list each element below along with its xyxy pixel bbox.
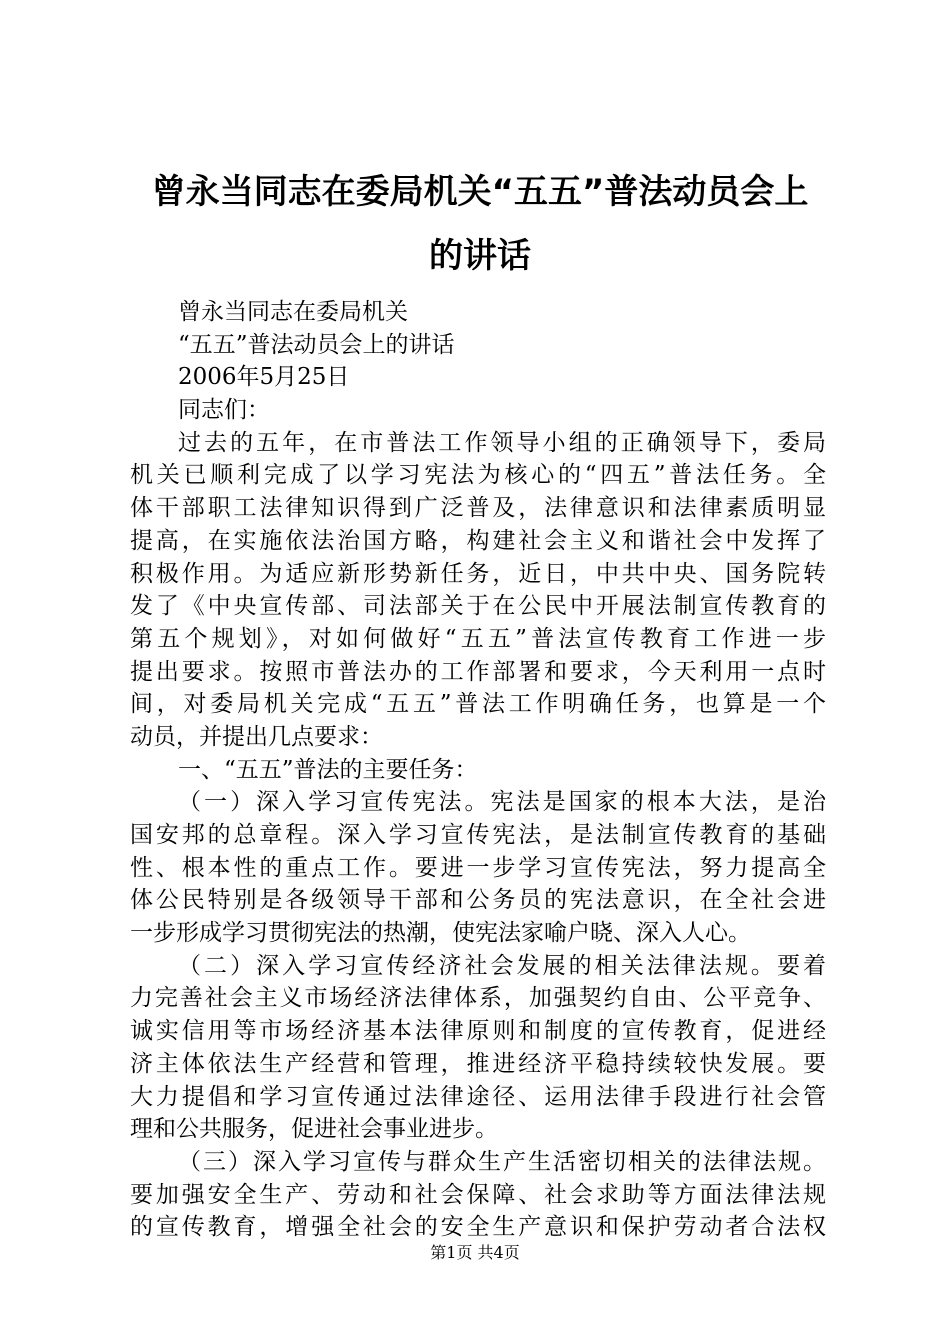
- paragraph-line: 机关已顺利完成了以学习宪法为核心的“四五”普法任务。全: [130, 462, 826, 489]
- document-title: [120, 160, 840, 288]
- paragraph-line: 大力提倡和学习宣传通过法律途径、运用法律手段进行社会管: [130, 1083, 826, 1110]
- paragraph-line: 体干部职工法律知识得到广泛普及，法律意识和法律素质明显: [130, 495, 826, 522]
- paragraph-line: 力完善社会主义市场经济法律体系，加强契约自由、公平竞争、: [130, 985, 826, 1012]
- page-footer: 第1页 共4页: [430, 1243, 520, 1262]
- paragraph-line: 性、根本性的重点工作。要进一步学习宣传宪法，努力提高全: [130, 854, 826, 881]
- paragraph-line: （一）深入学习宣传宪法。宪法是国家的根本大法，是治: [178, 789, 826, 816]
- paragraph-line: （二）深入学习宣传经济社会发展的相关法律法规。要着: [178, 952, 826, 979]
- paragraph-line: 积极作用。为适应新形势新任务，近日，中共中央、国务院转: [130, 560, 826, 587]
- date-line: 2006年5月25日: [178, 364, 350, 391]
- paragraph-line: （三）深入学习宣传与群众生产生活密切相关的法律法规。: [178, 1148, 826, 1175]
- paragraph-line: 第五个规划》，对如何做好“五五”普法宣传教育工作进一步: [130, 625, 826, 652]
- title-line-1: 曾永当同志在委局机关“五五”普法动员会上: [151, 172, 809, 212]
- paragraph-line: 体公民特别是各级领导干部和公务员的宪法意识，在全社会进: [130, 887, 826, 914]
- paragraph-line: 动员，并提出几点要求：: [130, 723, 383, 750]
- paragraph-line: 诚实信用等市场经济基本法律原则和制度的宣传教育，促进经: [130, 1018, 826, 1045]
- paragraph-line: 理和公共服务，促进社会事业进步。: [130, 1116, 498, 1143]
- paragraph-line: 的宣传教育，增强全社会的安全生产意识和保护劳动者合法权: [130, 1214, 826, 1241]
- subtitle-line: “五五”普法动员会上的讲话: [178, 331, 455, 358]
- paragraph-line: 要加强安全生产、劳动和社会保障、社会求助等方面法律法规: [130, 1181, 826, 1208]
- paragraph-line: 提出要求。按照市普法办的工作部署和要求，今天利用一点时: [130, 658, 826, 685]
- paragraph-line: 国安邦的总章程。深入学习宣传宪法，是法制宣传教育的基础: [130, 822, 826, 848]
- salutation-line: 同志们：: [178, 397, 270, 424]
- title-line-2: 的讲话: [429, 236, 531, 276]
- paragraph-line: 一步形成学习贯彻宪法的热潮，使宪法家喻户晓、深入人心。: [130, 920, 751, 947]
- document-body: [130, 296, 826, 1244]
- paragraph-line: 过去的五年，在市普法工作领导小组的正确领导下，委局: [178, 429, 826, 456]
- paragraph-line: 间，对委局机关完成“五五”普法工作明确任务，也算是一个: [130, 691, 826, 718]
- section-heading: 一、“五五”普法的主要任务：: [178, 756, 478, 783]
- paragraph-line: 济主体依法生产经营和管理，推进经济平稳持续较快发展。要: [130, 1050, 826, 1077]
- subtitle-line: 曾永当同志在委局机关: [178, 299, 408, 325]
- paragraph-line: 提高，在实施依法治国方略，构建社会主义和谐社会中发挥了: [130, 527, 826, 554]
- paragraph-line: 发了《中央宣传部、司法部关于在公民中开展法制宣传教育的: [130, 593, 826, 620]
